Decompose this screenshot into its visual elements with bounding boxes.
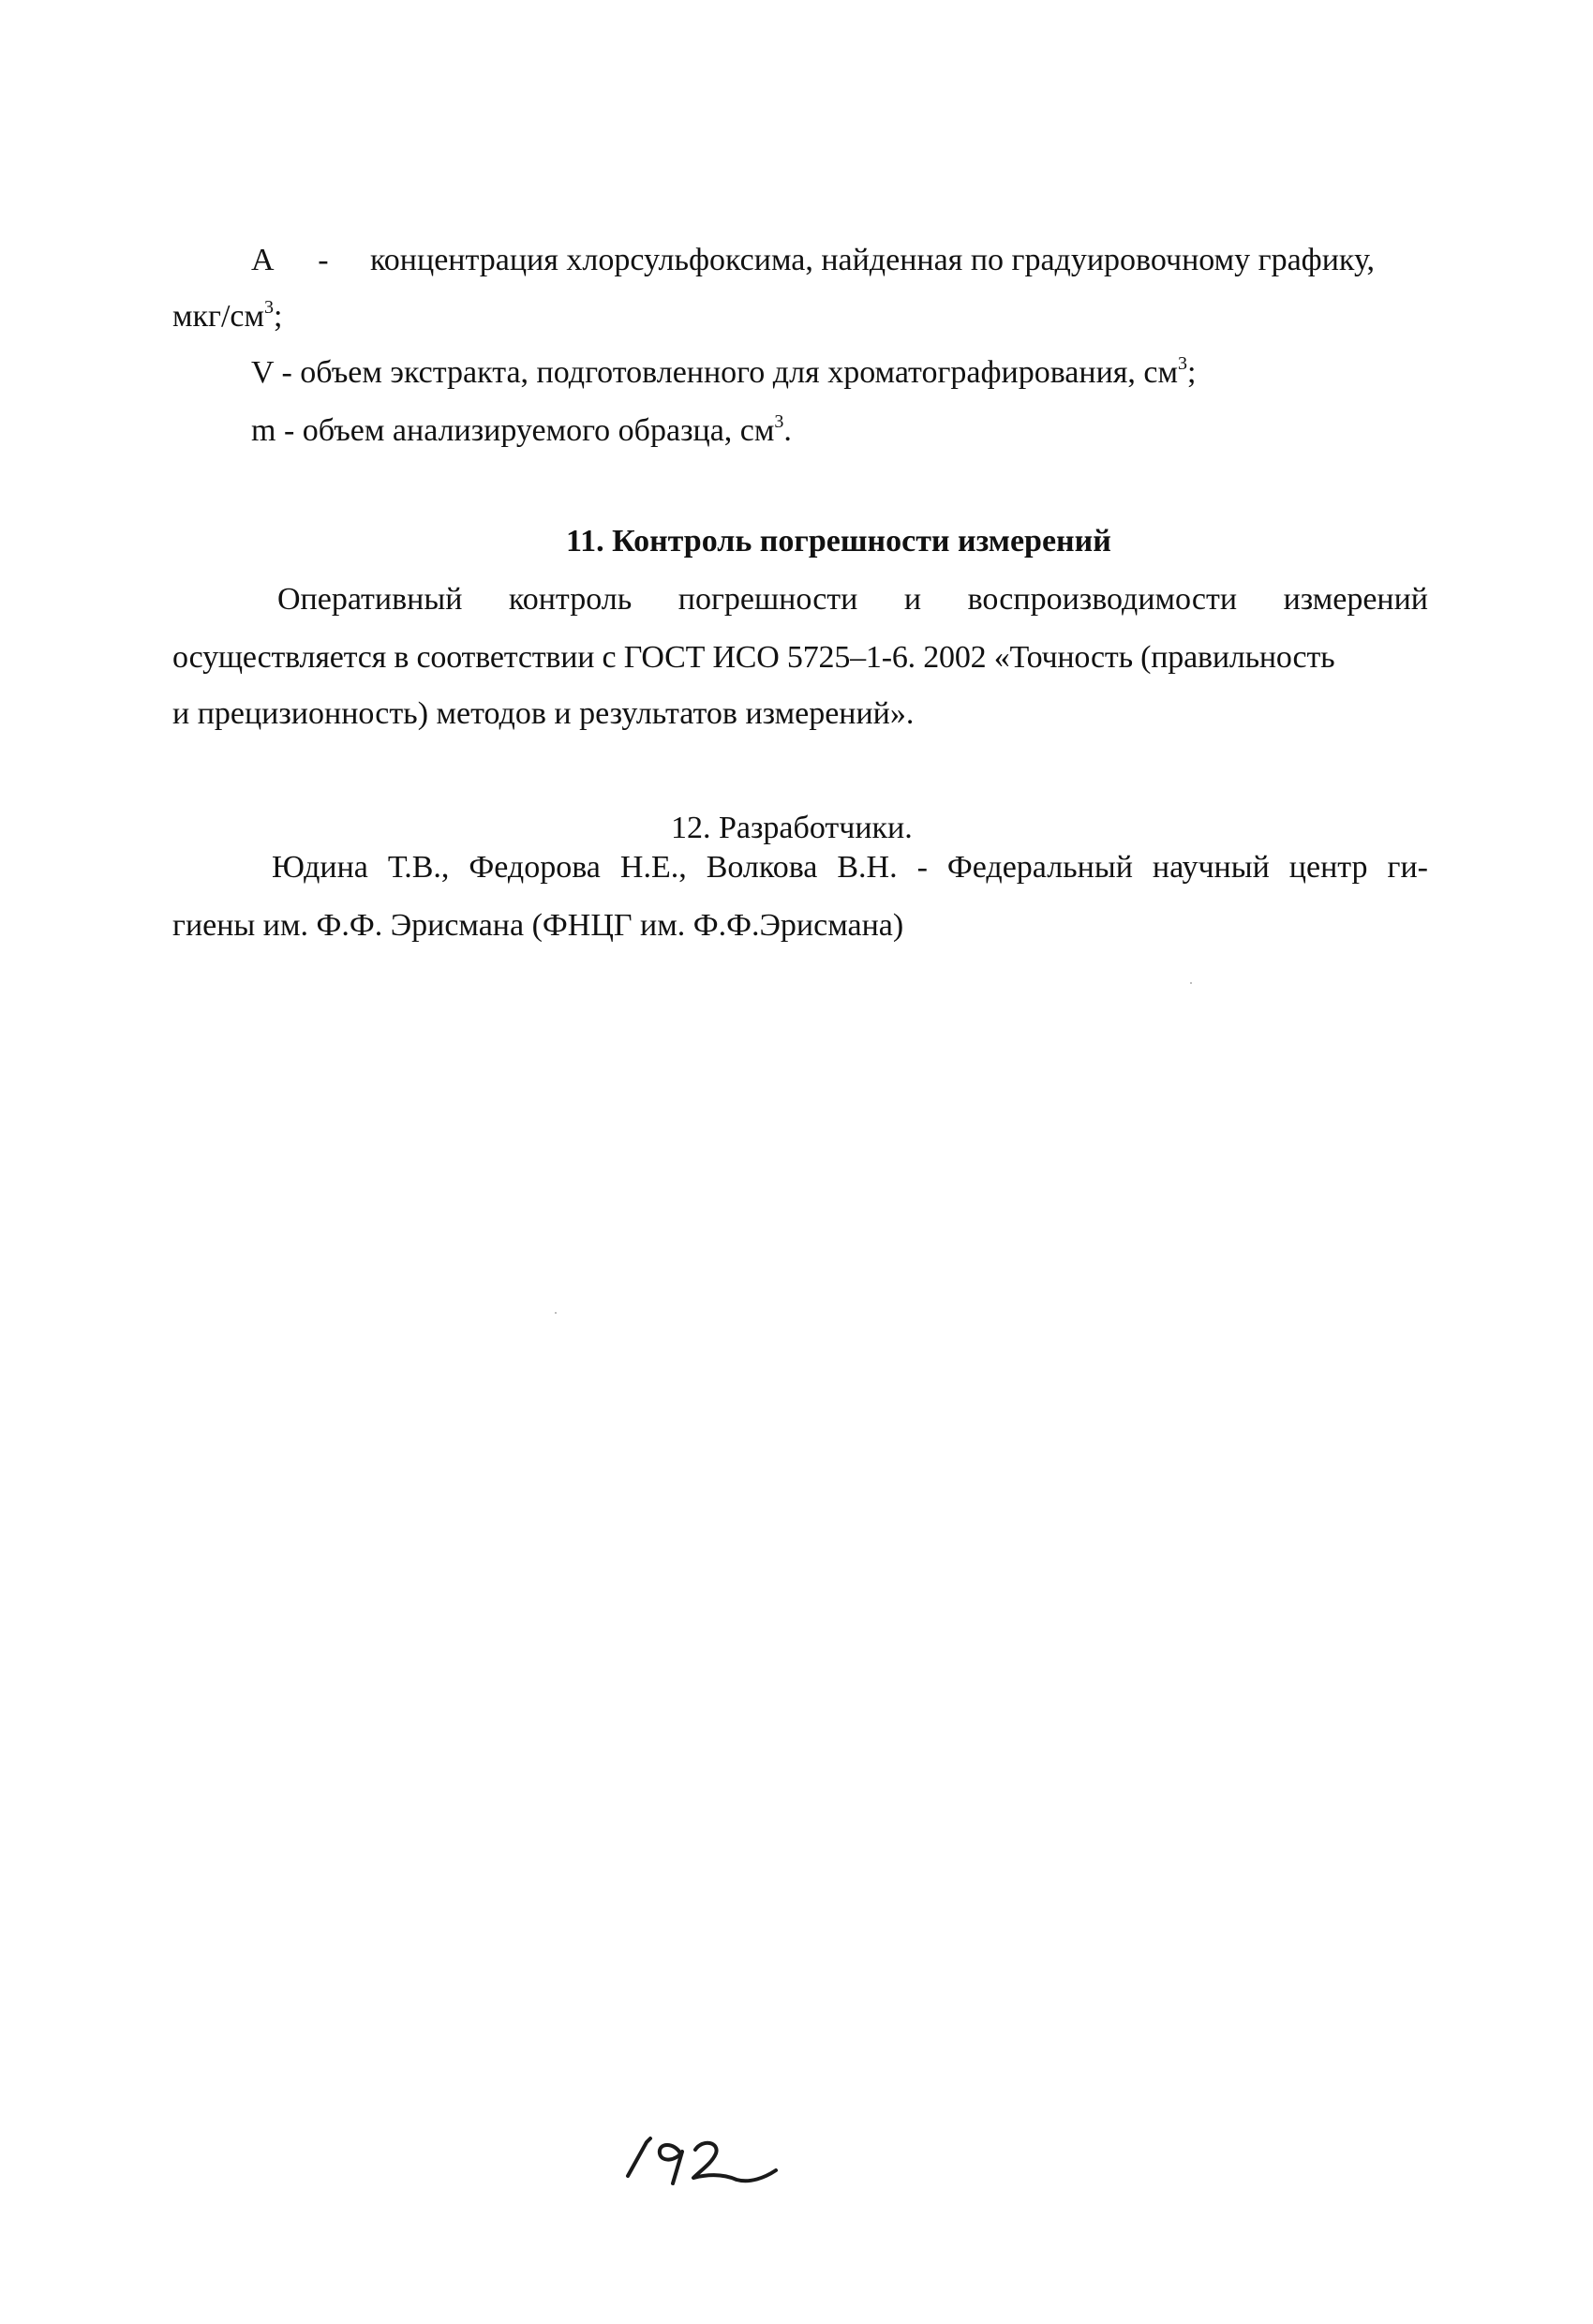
legend-a-text: концентрация хлорсульфоксима, найденная по градуировочному графику, [370, 243, 1376, 277]
legend-a-unit: мкг/см [172, 299, 265, 334]
legend-m-text: m - объем анализируемого образца, см [251, 413, 775, 448]
section-11-line-2: осуществляется в соответствии с ГОСТ ИСО 5725–1-6. 2002 «Точность (правильность [172, 640, 1335, 675]
legend-a-symbol: A [251, 243, 273, 277]
legend-v-sup: 3 [1178, 353, 1188, 374]
legend-a-unit-tail: ; [274, 299, 283, 334]
legend-v-line [251, 354, 1197, 392]
section-11-line-1: Оперативный контроль погрешности и воспроизводимости измерений [277, 582, 1428, 617]
section-11-heading: 11. Контроль погрешности измерений [566, 524, 1111, 559]
legend-v-text: V - объем экстракта, подготовленного для хроматографирования, см [251, 355, 1179, 390]
section-12-heading: 12. Разработчики. [671, 811, 913, 845]
legend-m-line [251, 412, 792, 450]
legend-a-dash: - [318, 243, 329, 277]
section-11-line-3: и прецизионность) методов и результатов измерений». [172, 696, 915, 731]
handwritten-page-number [618, 2118, 787, 2202]
legend-v-tail: ; [1187, 355, 1197, 390]
scan-speck [555, 1312, 557, 1314]
scan-speck [1190, 982, 1192, 984]
section-12-line-1: Юдина Т.В., Федорова Н.Е., Волкова В.Н. - Федеральный научный центр ги- [272, 850, 1428, 885]
legend-a-unit-line [172, 298, 283, 335]
legend-a-unit-sup: 3 [264, 297, 275, 318]
legend-m-tail: . [783, 413, 792, 448]
legend-m-sup: 3 [774, 411, 784, 432]
section-12-line-2: гиены им. Ф.Ф. Эрисмана (ФНЦГ им. Ф.Ф.Эрисмана) [172, 908, 904, 943]
legend-a-line [251, 242, 1375, 279]
